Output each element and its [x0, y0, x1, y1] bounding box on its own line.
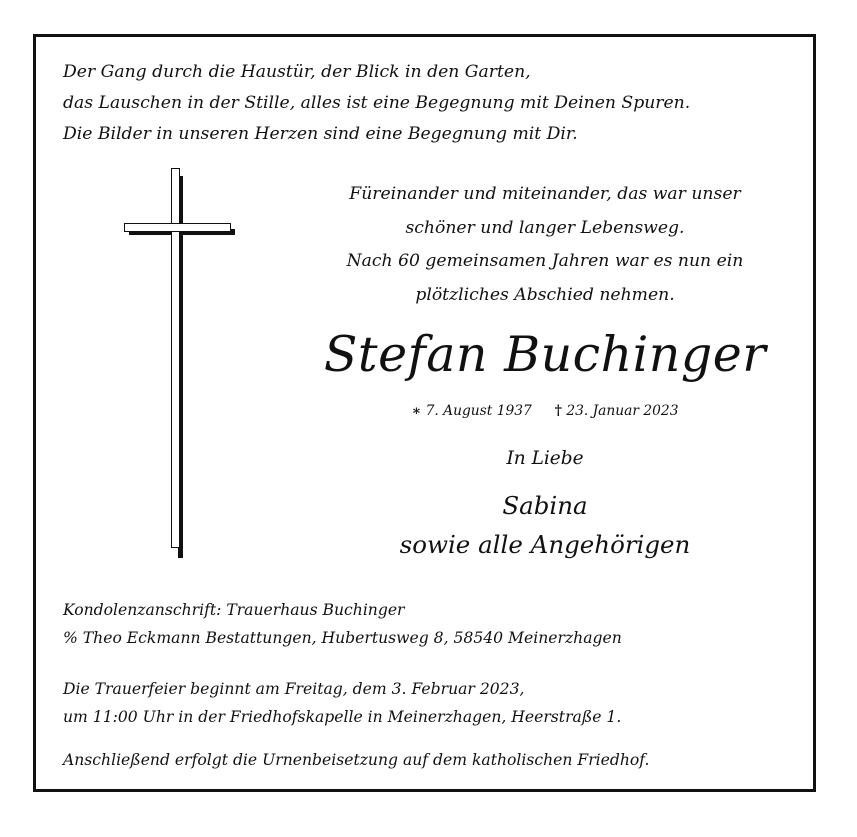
cross-icon: [120, 168, 236, 554]
condolence-line: Kondolenzanschrift: Trauerhaus Buchinger: [63, 601, 405, 619]
funeral-line: um 11:00 Uhr in der Friedhofskapelle in Meinerzhagen, Heerstraße 1.: [63, 707, 622, 726]
condolence-address: [63, 597, 622, 652]
funeral-info: [63, 676, 621, 731]
urn-burial-info: Anschließend erfolgt die Urnenbeisetzung auf dem katholischen Friedhof.: [63, 751, 650, 769]
poem-line: Füreinander und miteinander, das war unser: [349, 184, 741, 204]
intro-line: das Lauschen in der Stille, alles ist eine Begegnung mit Deinen Spuren.: [63, 93, 691, 113]
condolence-line: % Theo Eckmann Bestattungen, Hubertusweg 8, 58540 Meinerzhagen: [63, 628, 622, 647]
funeral-line: Die Trauerfeier beginnt am Freitag, dem 3. Februar 2023,: [63, 680, 525, 698]
mourner-line: Sabina: [502, 491, 588, 520]
mourners: [320, 487, 770, 564]
in-liebe-text: In Liebe: [506, 448, 584, 469]
poem-line: Nach 60 gemeinsamen Jahren war es nun ein: [346, 251, 744, 271]
intro-line: Die Bilder in unseren Herzen sind eine Begegnung mit Dir.: [63, 124, 578, 144]
life-dates: [320, 399, 770, 423]
poem-line: schöner und langer Lebensweg.: [405, 217, 685, 238]
poem-line: plötzliches Abschied nehmen.: [415, 284, 675, 305]
intro-line: Der Gang durch die Haustür, der Blick in den Garten,: [63, 62, 531, 82]
birth-star-icon: ∗: [411, 403, 422, 419]
deceased-name: Stefan Buchinger: [323, 326, 767, 383]
intro-verse: [63, 57, 690, 150]
death-date: 23. Januar 2023: [566, 403, 679, 419]
death-cross-icon: †: [554, 403, 562, 419]
birth-date: 7. August 1937: [425, 403, 532, 419]
poem-verse: [320, 178, 770, 312]
mourner-line: sowie alle Angehörigen: [399, 529, 691, 559]
